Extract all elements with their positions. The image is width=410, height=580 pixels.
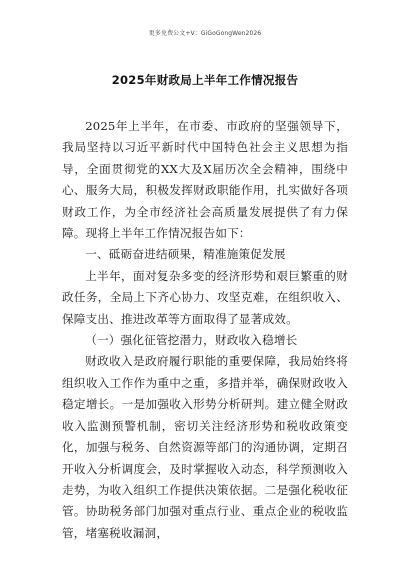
section-heading-1: 一、砥砺奋进结硕果，精准施策促发展 xyxy=(85,247,286,262)
intro-paragraph: 2025年上半年，在市委、市政府的坚强领导下，我局坚持以习近平新时代中国特色社会主义思想为指导，全面贯彻党的XX大及X届历次全会精神，围绕中心、服务大局，积极发挥财政职能作用，扎实做好各项财政工作，为全市经济社会高质量发展提供了有力保障。现将上半年工作情况报告如下： xyxy=(62,119,348,241)
document-body xyxy=(62,116,348,544)
section-1-paragraph: 上半年，面对复杂多变的经济形势和艰巨繁重的财政任务，全局上下齐心协力、攻坚克难，在组织收入、保障支出、推进改革等方面取得了显著成效。 xyxy=(62,268,348,326)
subsection-1-paragraph: 财政收入是政府履行职能的重要保障，我局始终将组织收入工作作为重中之重，多措并举，确保财政收入稳定增长。一是加强收入形势分析研判。建立健全财政收入监测预警机制，密切关注经济形势和税收政策变化，加强与税务、自然资源等部门的沟通协调，定期召开收入分析调度会，及时掌握收入动态，科学预测收入走势，为收入组织工作提供决策依据。二是强化税收征管。协助税务部门加强对重点行业、重点企业的税收监管，堵塞税收漏洞， xyxy=(62,354,348,540)
document-title: 2025年财政局上半年工作情况报告 xyxy=(111,73,299,87)
watermark-text: 更多免费公文+V：GiGoGongWen2026 xyxy=(148,30,262,37)
subsection-heading-1: （一）强化征管挖潜力，财政收入稳增长 xyxy=(85,333,298,348)
